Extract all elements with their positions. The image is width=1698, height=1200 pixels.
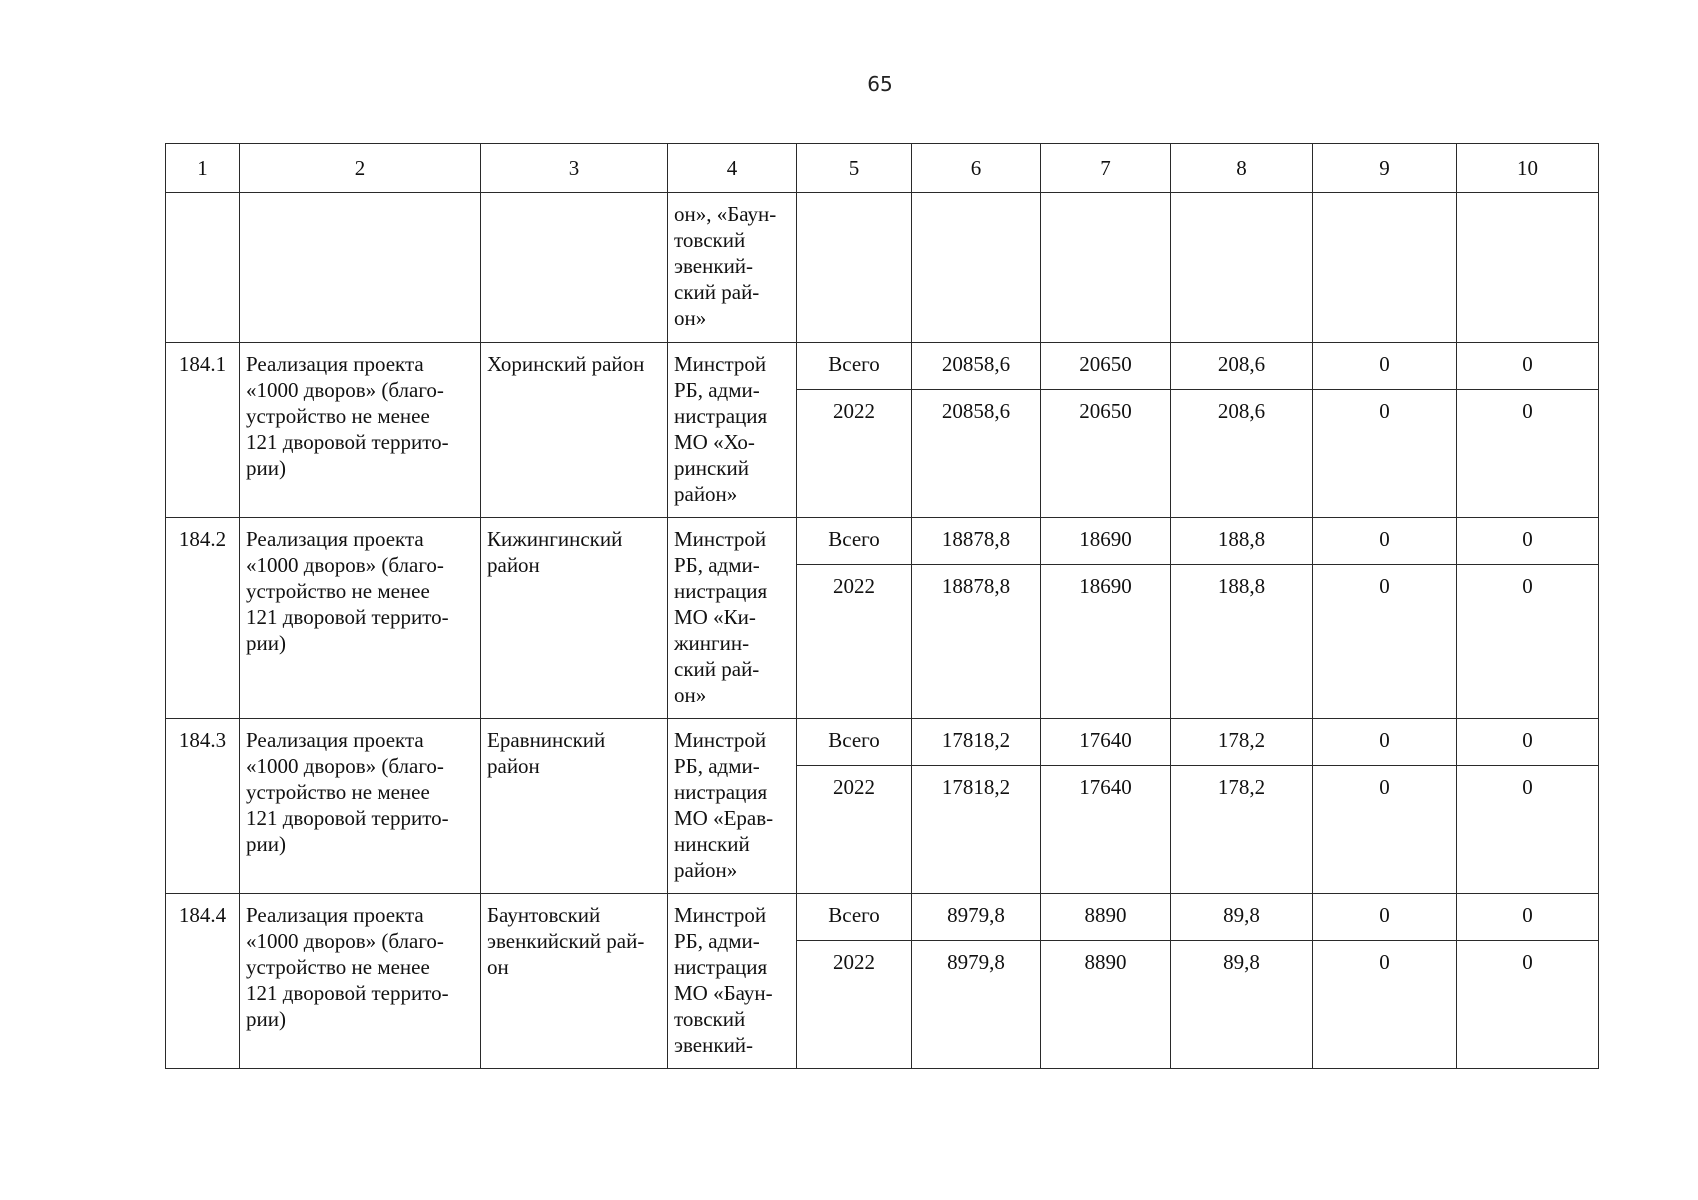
value-cell-c8: 188,8 [1171, 565, 1313, 719]
text-line: Минстрой [674, 728, 767, 752]
text-line: рии) [246, 1007, 286, 1031]
continuation-row [166, 193, 1599, 343]
text-line: устройство не менее [246, 955, 430, 979]
value-cell-period: Всего [797, 343, 912, 390]
value-cell-c8: 178,2 [1171, 719, 1313, 766]
table-header-row [166, 144, 1599, 193]
header-cell: 8 [1171, 144, 1313, 193]
area-cell [481, 518, 668, 719]
value-cell-period: 2022 [797, 766, 912, 894]
value-cell-c6: 18878,8 [912, 518, 1041, 565]
value-cell-c8: 188,8 [1171, 518, 1313, 565]
text-line: он» [674, 306, 707, 330]
text-line: РБ, адми- [674, 378, 760, 402]
text-line: Еравнинский [487, 728, 606, 752]
empty-cell [240, 193, 481, 343]
text-line: нистрация [674, 780, 768, 804]
value-cell-c8: 89,8 [1171, 941, 1313, 1069]
value-cell-c7: 18690 [1041, 518, 1171, 565]
text-line: РБ, адми- [674, 929, 760, 953]
text-line: РБ, адми- [674, 754, 760, 778]
header-cell: 4 [668, 144, 797, 193]
area-cell [481, 894, 668, 1069]
text-line: устройство не менее [246, 579, 430, 603]
text-line: товский [674, 1007, 746, 1031]
text-line: Минстрой [674, 527, 767, 551]
text-line: МО «Хо- [674, 430, 755, 454]
value-cell-c10: 0 [1457, 565, 1599, 719]
text-line: Реализация проекта [246, 728, 424, 752]
value-cell-c10: 0 [1457, 518, 1599, 565]
value-cell-c9: 0 [1313, 565, 1457, 719]
value-cell-c10: 0 [1457, 766, 1599, 894]
text-line: МО «Баун- [674, 981, 773, 1005]
text-line: ский рай- [674, 657, 760, 681]
header-cell: 7 [1041, 144, 1171, 193]
text-line: нистрация [674, 404, 768, 428]
empty-cell [797, 193, 912, 343]
value-cell-c10: 0 [1457, 719, 1599, 766]
text-line: нинский [674, 832, 750, 856]
value-cell-c9: 0 [1313, 518, 1457, 565]
text-line: МО «Ерав- [674, 806, 774, 830]
text-line: Реализация проекта [246, 352, 424, 376]
text-line: «1000 дворов» (благо- [246, 754, 444, 778]
budget-table [165, 143, 1599, 1069]
value-cell-c10: 0 [1457, 343, 1599, 390]
text-line: ский рай- [674, 280, 760, 304]
value-cell-c8: 208,6 [1171, 343, 1313, 390]
row-number-cell: 184.4 [166, 894, 240, 1069]
text-line: «1000 дворов» (благо- [246, 553, 444, 577]
value-cell-period: 2022 [797, 390, 912, 518]
empty-cell [1171, 193, 1313, 343]
text-line: Хоринский район [487, 352, 645, 376]
activity-name-cell [240, 343, 481, 518]
value-cell-c7: 8890 [1041, 894, 1171, 941]
table-row [166, 518, 1599, 565]
area-cell [481, 343, 668, 518]
text-line: рии) [246, 631, 286, 655]
value-cell-c10: 0 [1457, 390, 1599, 518]
text-line: 121 дворовой террито- [246, 806, 449, 830]
text-line: он [487, 955, 509, 979]
activity-name-cell [240, 719, 481, 894]
text-line: он» [674, 683, 707, 707]
value-cell-period: Всего [797, 518, 912, 565]
value-cell-c7: 20650 [1041, 343, 1171, 390]
text-line: Реализация проекта [246, 527, 424, 551]
executor-cell [668, 894, 797, 1069]
activity-name-cell [240, 518, 481, 719]
value-cell-c8: 89,8 [1171, 894, 1313, 941]
value-cell-c6: 18878,8 [912, 565, 1041, 719]
value-cell-c9: 0 [1313, 719, 1457, 766]
text-line: Реализация проекта [246, 903, 424, 927]
value-cell-c7: 17640 [1041, 766, 1171, 894]
empty-cell [1313, 193, 1457, 343]
value-cell-c7: 8890 [1041, 941, 1171, 1069]
value-cell-period: 2022 [797, 941, 912, 1069]
text-line: эвенкийский рай- [487, 929, 645, 953]
text-line: эвенкий- [674, 1033, 754, 1057]
value-cell-c7: 20650 [1041, 390, 1171, 518]
text-line: рии) [246, 832, 286, 856]
text-line: район» [674, 482, 738, 506]
activity-name-cell [240, 894, 481, 1069]
text-line: жингин- [674, 631, 750, 655]
row-number-cell: 184.3 [166, 719, 240, 894]
table-row [166, 719, 1599, 766]
value-cell-c9: 0 [1313, 894, 1457, 941]
value-cell-c8: 208,6 [1171, 390, 1313, 518]
header-cell: 3 [481, 144, 668, 193]
header-cell: 9 [1313, 144, 1457, 193]
value-cell-c6: 20858,6 [912, 343, 1041, 390]
text-line: район [487, 754, 540, 778]
text-line: устройство не менее [246, 780, 430, 804]
value-cell-c10: 0 [1457, 941, 1599, 1069]
text-line: устройство не менее [246, 404, 430, 428]
text-line: «1000 дворов» (благо- [246, 378, 444, 402]
value-cell-c6: 20858,6 [912, 390, 1041, 518]
text-line: «1000 дворов» (благо- [246, 929, 444, 953]
text-line: Минстрой [674, 903, 767, 927]
value-cell-period: Всего [797, 894, 912, 941]
empty-cell [912, 193, 1041, 343]
value-cell-period: Всего [797, 719, 912, 766]
header-cell: 6 [912, 144, 1041, 193]
value-cell-c7: 17640 [1041, 719, 1171, 766]
text-line: район [487, 553, 540, 577]
value-cell-c6: 8979,8 [912, 941, 1041, 1069]
executor-cell [668, 343, 797, 518]
row-number-cell: 184.1 [166, 343, 240, 518]
value-cell-c9: 0 [1313, 390, 1457, 518]
text-line: 121 дворовой террито- [246, 430, 449, 454]
text-line: рии) [246, 456, 286, 480]
page-number: 65 [867, 72, 893, 96]
empty-cell [1041, 193, 1171, 343]
text-line: 121 дворовой террито- [246, 605, 449, 629]
table-row [166, 343, 1599, 390]
empty-cell [166, 193, 240, 343]
text-line: нистрация [674, 955, 768, 979]
text-line: МО «Ки- [674, 605, 756, 629]
value-cell-c6: 8979,8 [912, 894, 1041, 941]
value-cell-c6: 17818,2 [912, 766, 1041, 894]
executor-cell [668, 518, 797, 719]
text-line: он», «Баун- [674, 202, 777, 226]
text-line: нистрация [674, 579, 768, 603]
value-cell-c9: 0 [1313, 941, 1457, 1069]
header-cell: 10 [1457, 144, 1599, 193]
empty-cell [1457, 193, 1599, 343]
value-cell-period: 2022 [797, 565, 912, 719]
table-row [166, 894, 1599, 941]
executor-continuation-cell [668, 193, 797, 343]
value-cell-c10: 0 [1457, 894, 1599, 941]
executor-cell [668, 719, 797, 894]
header-cell: 1 [166, 144, 240, 193]
value-cell-c9: 0 [1313, 766, 1457, 894]
empty-cell [481, 193, 668, 343]
text-line: РБ, адми- [674, 553, 760, 577]
row-number-cell: 184.2 [166, 518, 240, 719]
text-line: ринский [674, 456, 749, 480]
value-cell-c8: 178,2 [1171, 766, 1313, 894]
text-line: Кижингинский [487, 527, 623, 551]
header-cell: 2 [240, 144, 481, 193]
text-line: Минстрой [674, 352, 767, 376]
value-cell-c9: 0 [1313, 343, 1457, 390]
value-cell-c6: 17818,2 [912, 719, 1041, 766]
text-line: Баунтовский [487, 903, 601, 927]
text-line: 121 дворовой террито- [246, 981, 449, 1005]
text-line: эвенкий- [674, 254, 754, 278]
area-cell [481, 719, 668, 894]
value-cell-c7: 18690 [1041, 565, 1171, 719]
header-cell: 5 [797, 144, 912, 193]
text-line: товский [674, 228, 746, 252]
text-line: район» [674, 858, 738, 882]
